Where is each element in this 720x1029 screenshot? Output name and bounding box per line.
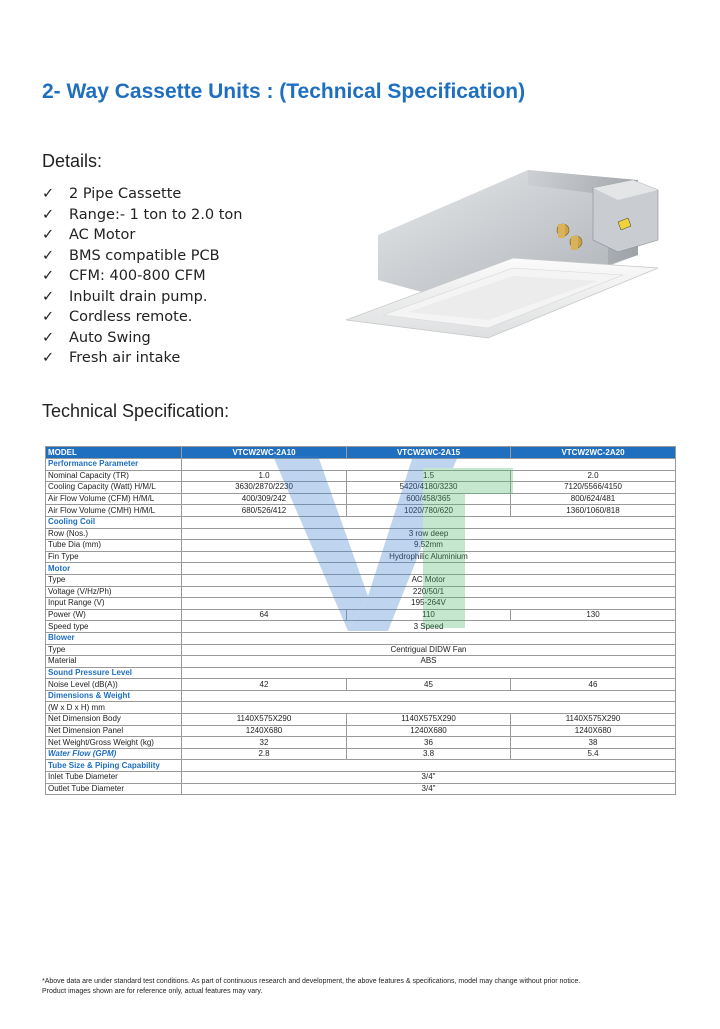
spec-row-label: Tube Dia (mm) xyxy=(46,540,182,552)
spec-row xyxy=(46,586,676,598)
footnote-line-1: *Above data are under standard test conditions. As part of continuous research and development, the above features & specifications, model may change without prior notice. xyxy=(42,978,581,985)
spec-cell: 2.0 xyxy=(511,470,676,482)
spec-cell: 800/624/481 xyxy=(511,493,676,505)
spec-row xyxy=(46,714,676,726)
spec-merged-cell: 195-264V xyxy=(182,598,676,610)
spec-section-blank xyxy=(182,667,676,679)
spec-section-row xyxy=(46,516,676,528)
details-item-text: Fresh air intake xyxy=(69,350,181,366)
spec-section-label: Tube Size & Piping Capability xyxy=(46,760,182,772)
spec-row xyxy=(46,656,676,668)
details-item xyxy=(42,307,242,328)
spec-cell: 1140X575X290 xyxy=(347,714,511,726)
details-item xyxy=(42,246,242,267)
details-item-text: Inbuilt drain pump. xyxy=(69,288,208,305)
spec-cell: 1240X680 xyxy=(182,725,347,737)
spec-merged-cell: 220/50/1 xyxy=(182,586,676,598)
spec-row-label: Outlet Tube Diameter xyxy=(46,783,182,795)
header-model-2a20: VTCW2WC-2A20 xyxy=(511,447,676,459)
spec-cell: 32 xyxy=(182,737,347,749)
spec-cell: 36 xyxy=(347,737,511,749)
spec-row-label: Power (W) xyxy=(46,609,182,621)
spec-section-blank xyxy=(182,632,676,644)
spec-row xyxy=(46,737,676,749)
spec-row-label: Type xyxy=(46,574,182,586)
spec-cell: 5420/4180/3230 xyxy=(347,482,511,494)
spec-cell: 45 xyxy=(347,679,511,691)
spec-row xyxy=(46,528,676,540)
spec-row-label: Type xyxy=(46,644,182,656)
details-heading: Details: xyxy=(42,151,103,171)
checkmark-icon: ✓ xyxy=(42,329,55,346)
spec-merged-cell: Hydrophilic Aluminium xyxy=(182,551,676,563)
spec-section-blank xyxy=(182,563,676,575)
spec-row-label: Air Flow Volume (CMH) H/M/L xyxy=(46,505,182,517)
spec-section-blank xyxy=(182,516,676,528)
spec-row xyxy=(46,482,676,494)
spec-cell: 1140X575X290 xyxy=(511,714,676,726)
spec-row xyxy=(46,551,676,563)
spec-row xyxy=(46,725,676,737)
details-item xyxy=(42,184,242,205)
spec-row-label: Input Range (V) xyxy=(46,598,182,610)
spec-cell: 1020/780/620 xyxy=(347,505,511,517)
spec-merged-cell: 3/4" xyxy=(182,772,676,784)
spec-cell: 3630/2870/2230 xyxy=(182,482,347,494)
spec-row xyxy=(46,679,676,691)
spec-merged-cell: 3 row deep xyxy=(182,528,676,540)
spec-section-row xyxy=(46,459,676,471)
spec-merged-cell: 9.52mm xyxy=(182,540,676,552)
spec-cell: 3.8 xyxy=(347,748,511,760)
spec-row-label: Noise Level (dB(A)) xyxy=(46,679,182,691)
header-model: MODEL xyxy=(46,447,182,459)
details-item-text: CFM: 400-800 CFM xyxy=(69,268,206,284)
checkmark-icon: ✓ xyxy=(42,227,55,243)
page-title: 2- Way Cassette Units : (Technical Specification) xyxy=(42,80,526,103)
spec-table-container xyxy=(45,446,675,803)
spec-section-label: Blower xyxy=(46,632,182,644)
spec-row xyxy=(46,470,676,482)
spec-merged-cell: ABS xyxy=(182,656,676,668)
spec-cell: 680/526/412 xyxy=(182,505,347,517)
spec-row xyxy=(46,574,676,586)
checkmark-icon: ✓ xyxy=(42,288,55,305)
details-item-text: Auto Swing xyxy=(69,329,151,346)
spec-section-label: Dimensions & Weight xyxy=(46,690,182,702)
details-item xyxy=(42,225,242,246)
spec-section-blank xyxy=(182,690,676,702)
spec-row-label: (W x D x H) mm xyxy=(46,702,182,714)
spec-cell: 1360/1060/818 xyxy=(511,505,676,517)
footnote-line-2: Product images shown are for reference only, actual features may vary. xyxy=(42,988,263,995)
tech-spec-heading: Technical Specification: xyxy=(42,401,230,421)
spec-row-label: Net Weight/Gross Weight (kg) xyxy=(46,737,182,749)
spec-section-blank xyxy=(182,760,676,772)
spec-cell: 1.0 xyxy=(182,470,347,482)
spec-row-label: Speed type xyxy=(46,621,182,633)
spec-row-label: Inlet Tube Diameter xyxy=(46,772,182,784)
details-item xyxy=(42,205,242,226)
spec-cell: 1240X680 xyxy=(347,725,511,737)
spec-row xyxy=(46,702,676,714)
spec-cell: 2.8 xyxy=(182,748,347,760)
spec-cell: 7120/5566/4150 xyxy=(511,482,676,494)
details-item xyxy=(42,287,242,308)
spec-section-row xyxy=(46,632,676,644)
spec-row xyxy=(46,644,676,656)
spec-section-row xyxy=(46,667,676,679)
details-item-text: Range:- 1 ton to 2.0 ton xyxy=(69,206,243,223)
header-model-2a15: VTCW2WC-2A15 xyxy=(347,447,511,459)
spec-section-row xyxy=(46,563,676,575)
details-item xyxy=(42,328,242,349)
spec-cell: 46 xyxy=(511,679,676,691)
details-item xyxy=(42,348,242,369)
spec-section-label: Motor xyxy=(46,563,182,575)
spec-cell: 400/309/242 xyxy=(182,493,347,505)
spec-row xyxy=(46,598,676,610)
spec-header-row xyxy=(46,447,676,459)
spec-cell: 1240X680 xyxy=(511,725,676,737)
spec-merged-cell: 3/4" xyxy=(182,783,676,795)
spec-row xyxy=(46,505,676,517)
spec-merged-cell: AC Motor xyxy=(182,574,676,586)
spec-row-label: Material xyxy=(46,656,182,668)
spec-section-row xyxy=(46,760,676,772)
spec-cell: 1140X575X290 xyxy=(182,714,347,726)
details-item-text: AC Motor xyxy=(69,227,136,243)
checkmark-icon: ✓ xyxy=(42,247,55,264)
spec-section-label: Performance Parameter xyxy=(46,459,182,471)
spec-cell: 5.4 xyxy=(511,748,676,760)
spec-row xyxy=(46,609,676,621)
spec-row xyxy=(46,493,676,505)
spec-cell: 110 xyxy=(347,609,511,621)
spec-row xyxy=(46,783,676,795)
spec-cell: 600/458/365 xyxy=(347,493,511,505)
checkmark-icon: ✓ xyxy=(42,309,55,325)
spec-merged-cell xyxy=(182,702,676,714)
spec-row-label: Voltage (V/Hz/Ph) xyxy=(46,586,182,598)
spec-row-label: Water Flow (GPM) xyxy=(46,748,182,760)
spec-cell: 38 xyxy=(511,737,676,749)
spec-merged-cell: 3 Speed xyxy=(182,621,676,633)
spec-row-label: Air Flow Volume (CFM) H/M/L xyxy=(46,493,182,505)
electrical-box xyxy=(593,180,658,252)
details-list xyxy=(42,184,242,369)
spec-row-label: Cooling Capacity (Watt) H/M/L xyxy=(46,482,182,494)
footnote xyxy=(42,977,692,997)
spec-cell: 130 xyxy=(511,609,676,621)
checkmark-icon: ✓ xyxy=(42,350,55,366)
spec-cell: 64 xyxy=(182,609,347,621)
spec-cell: 1.5 xyxy=(347,470,511,482)
spec-section-label: Cooling Coil xyxy=(46,516,182,528)
spec-row-label: Nominal Capacity (TR) xyxy=(46,470,182,482)
cassette-unit-image xyxy=(338,160,683,345)
spec-row-label: Net Dimension Body xyxy=(46,714,182,726)
details-item xyxy=(42,266,242,287)
header-model-2a10: VTCW2WC-2A10 xyxy=(182,447,347,459)
spec-section-label: Sound Pressure Level xyxy=(46,667,182,679)
checkmark-icon: ✓ xyxy=(42,268,55,284)
spec-merged-cell: Centrigual DIDW Fan xyxy=(182,644,676,656)
spec-table xyxy=(45,446,676,795)
details-item-text: BMS compatible PCB xyxy=(69,247,220,264)
spec-cell: 42 xyxy=(182,679,347,691)
spec-row xyxy=(46,748,676,760)
spec-section-row xyxy=(46,690,676,702)
spec-row-label: Net Dimension Panel xyxy=(46,725,182,737)
spec-row xyxy=(46,540,676,552)
checkmark-icon: ✓ xyxy=(42,186,55,202)
spec-row-label: Fin Type xyxy=(46,551,182,563)
details-item-text: 2 Pipe Cassette xyxy=(69,186,182,202)
checkmark-icon: ✓ xyxy=(42,206,55,223)
spec-row xyxy=(46,621,676,633)
spec-row xyxy=(46,772,676,784)
spec-section-blank xyxy=(182,459,676,471)
spec-row-label: Row (Nos.) xyxy=(46,528,182,540)
details-item-text: Cordless remote. xyxy=(69,309,193,325)
